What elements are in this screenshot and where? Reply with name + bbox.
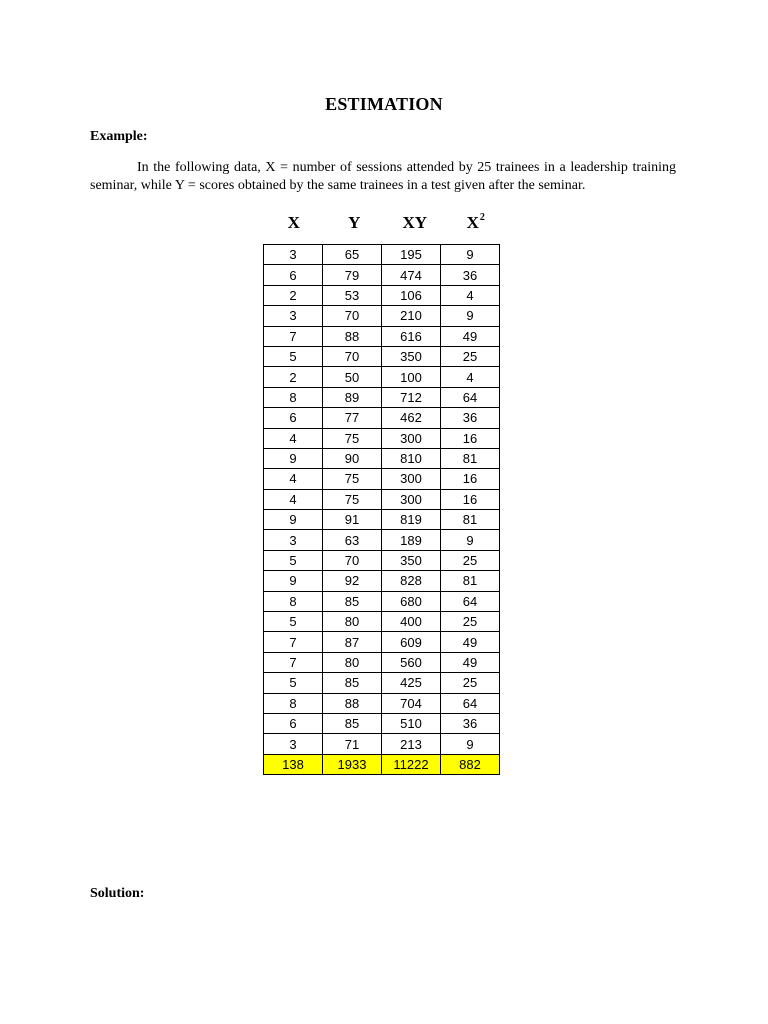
- table-cell-x-squared: 25: [441, 673, 500, 693]
- table-cell-xy: 210: [382, 306, 441, 326]
- table-cell-xy: 425: [382, 673, 441, 693]
- table-cell-x-squared: 16: [441, 489, 500, 509]
- table-cell-y: 63: [323, 530, 382, 550]
- table-cell-y: 85: [323, 673, 382, 693]
- table-row: [264, 693, 500, 713]
- table-cell-y: 85: [323, 713, 382, 733]
- table-cell-y: 91: [323, 510, 382, 530]
- table-cell-xy: 616: [382, 326, 441, 346]
- data-table: [263, 244, 500, 775]
- example-label: Example:: [90, 129, 148, 144]
- table-cell-x: 7: [264, 326, 323, 346]
- table-cell-x: 4: [264, 469, 323, 489]
- table-cell-x: 5: [264, 673, 323, 693]
- table-cell-xy: 680: [382, 591, 441, 611]
- table-cell-xy: 300: [382, 469, 441, 489]
- table-cell-x: 3: [264, 306, 323, 326]
- problem-statement: In the following data, X = number of sessions attended by 25 trainees in a leadership training seminar, while Y = scores obtained by the same trainees in a test given after the seminar.: [90, 160, 676, 193]
- table-cell-x-squared: 9: [441, 734, 500, 754]
- table-cell-x-squared: 25: [441, 346, 500, 366]
- table-cell-y: 80: [323, 652, 382, 672]
- table-cell-x-squared: 16: [441, 428, 500, 448]
- table-row: [264, 285, 500, 305]
- table-cell-x: 5: [264, 550, 323, 570]
- table-column-headers: [264, 212, 506, 233]
- total-cell-x: 138: [264, 754, 323, 774]
- table-row: [264, 510, 500, 530]
- table-row: [264, 306, 500, 326]
- table-cell-xy: 350: [382, 346, 441, 366]
- table-cell-x: 6: [264, 408, 323, 428]
- table-cell-x: 9: [264, 571, 323, 591]
- table-row: [264, 408, 500, 428]
- table-cell-x-squared: 16: [441, 469, 500, 489]
- table-cell-x: 6: [264, 265, 323, 285]
- column-header-x-squared: $X^2$: [466, 212, 485, 232]
- table-cell-x: 7: [264, 632, 323, 652]
- table-cell-x: 9: [264, 448, 323, 468]
- table-cell-x: 6: [264, 713, 323, 733]
- table-row: [264, 387, 500, 407]
- table-cell-xy: 213: [382, 734, 441, 754]
- table-cell-x-squared: 36: [441, 265, 500, 285]
- table-row: [264, 632, 500, 652]
- table-cell-x-squared: 81: [441, 510, 500, 530]
- table-cell-x-squared: 4: [441, 285, 500, 305]
- table-cell-x-squared: 9: [441, 306, 500, 326]
- table-cell-x: 8: [264, 591, 323, 611]
- table-row: [264, 734, 500, 754]
- table-cell-xy: 828: [382, 571, 441, 591]
- table-row: [264, 550, 500, 570]
- table-cell-x: 3: [264, 530, 323, 550]
- table-cell-x: 3: [264, 245, 323, 265]
- table-cell-x-squared: 64: [441, 693, 500, 713]
- table-row: [264, 673, 500, 693]
- table-cell-xy: 100: [382, 367, 441, 387]
- table-cell-x: 7: [264, 652, 323, 672]
- table-cell-y: 85: [323, 591, 382, 611]
- table-cell-x: 8: [264, 387, 323, 407]
- table-cell-xy: 609: [382, 632, 441, 652]
- table-cell-x: 5: [264, 612, 323, 632]
- table-cell-x-squared: 25: [441, 550, 500, 570]
- table-row: [264, 652, 500, 672]
- table-cell-x-squared: 9: [441, 245, 500, 265]
- table-cell-x-squared: 36: [441, 713, 500, 733]
- table-cell-xy: 712: [382, 387, 441, 407]
- table-cell-x-squared: 49: [441, 632, 500, 652]
- table-row: [264, 713, 500, 733]
- total-cell-x-squared: 882: [441, 754, 500, 774]
- table-cell-y: 65: [323, 245, 382, 265]
- table-cell-xy: 400: [382, 612, 441, 632]
- table-row: [264, 612, 500, 632]
- table-cell-y: 75: [323, 489, 382, 509]
- table-cell-x-squared: 49: [441, 652, 500, 672]
- table-cell-y: 90: [323, 448, 382, 468]
- table-cell-y: 70: [323, 550, 382, 570]
- table-cell-x-squared: 64: [441, 591, 500, 611]
- table-cell-x: 3: [264, 734, 323, 754]
- table-cell-x-squared: 81: [441, 448, 500, 468]
- table-cell-xy: 474: [382, 265, 441, 285]
- table-cell-x-squared: 25: [441, 612, 500, 632]
- table-cell-xy: 462: [382, 408, 441, 428]
- table-cell-xy: 704: [382, 693, 441, 713]
- table-cell-y: 53: [323, 285, 382, 305]
- table-cell-y: 80: [323, 612, 382, 632]
- table-cell-y: 92: [323, 571, 382, 591]
- table-cell-xy: 300: [382, 428, 441, 448]
- table-cell-x: 5: [264, 346, 323, 366]
- table-row: [264, 367, 500, 387]
- table-cell-x-squared: 4: [441, 367, 500, 387]
- table-row: [264, 245, 500, 265]
- table-cell-y: 71: [323, 734, 382, 754]
- column-header-y: Y: [348, 213, 361, 232]
- table-row: [264, 346, 500, 366]
- table-cell-x: 2: [264, 367, 323, 387]
- table-cell-y: 88: [323, 693, 382, 713]
- table-cell-y: 89: [323, 387, 382, 407]
- table-cell-y: 75: [323, 428, 382, 448]
- table-row: [264, 326, 500, 346]
- table-row: [264, 591, 500, 611]
- table-cell-y: 50: [323, 367, 382, 387]
- column-header-xy: XY: [402, 213, 428, 232]
- table-row: [264, 428, 500, 448]
- total-cell-xy: 11222: [382, 754, 441, 774]
- table-cell-x-squared: 81: [441, 571, 500, 591]
- table-row: [264, 469, 500, 489]
- table-row: [264, 489, 500, 509]
- table-cell-x-squared: 36: [441, 408, 500, 428]
- solution-label: Solution:: [90, 886, 145, 901]
- table-cell-x: 8: [264, 693, 323, 713]
- table-cell-y: 79: [323, 265, 382, 285]
- table-cell-xy: 189: [382, 530, 441, 550]
- table-cell-xy: 819: [382, 510, 441, 530]
- table-row: [264, 265, 500, 285]
- table-cell-xy: 350: [382, 550, 441, 570]
- table-cell-y: 87: [323, 632, 382, 652]
- table-row: [264, 571, 500, 591]
- table-cell-xy: 300: [382, 489, 441, 509]
- document-title: ESTIMATION: [325, 94, 443, 114]
- table-cell-y: 77: [323, 408, 382, 428]
- table-row: [264, 530, 500, 550]
- table-cell-y: 88: [323, 326, 382, 346]
- table-cell-xy: 106: [382, 285, 441, 305]
- table-cell-xy: 560: [382, 652, 441, 672]
- total-cell-y: 1933: [323, 754, 382, 774]
- table-cell-x-squared: 9: [441, 530, 500, 550]
- table-cell-xy: 810: [382, 448, 441, 468]
- table-cell-xy: 510: [382, 713, 441, 733]
- table-cell-x-squared: 64: [441, 387, 500, 407]
- totals-row: [264, 754, 500, 774]
- table-cell-y: 75: [323, 469, 382, 489]
- table-row: [264, 448, 500, 468]
- table-cell-x: 4: [264, 489, 323, 509]
- table-cell-x-squared: 49: [441, 326, 500, 346]
- table-cell-x: 4: [264, 428, 323, 448]
- column-header-x: X: [287, 213, 300, 232]
- table-cell-y: 70: [323, 306, 382, 326]
- table-cell-y: 70: [323, 346, 382, 366]
- table-cell-x: 2: [264, 285, 323, 305]
- table-cell-xy: 195: [382, 245, 441, 265]
- table-cell-x: 9: [264, 510, 323, 530]
